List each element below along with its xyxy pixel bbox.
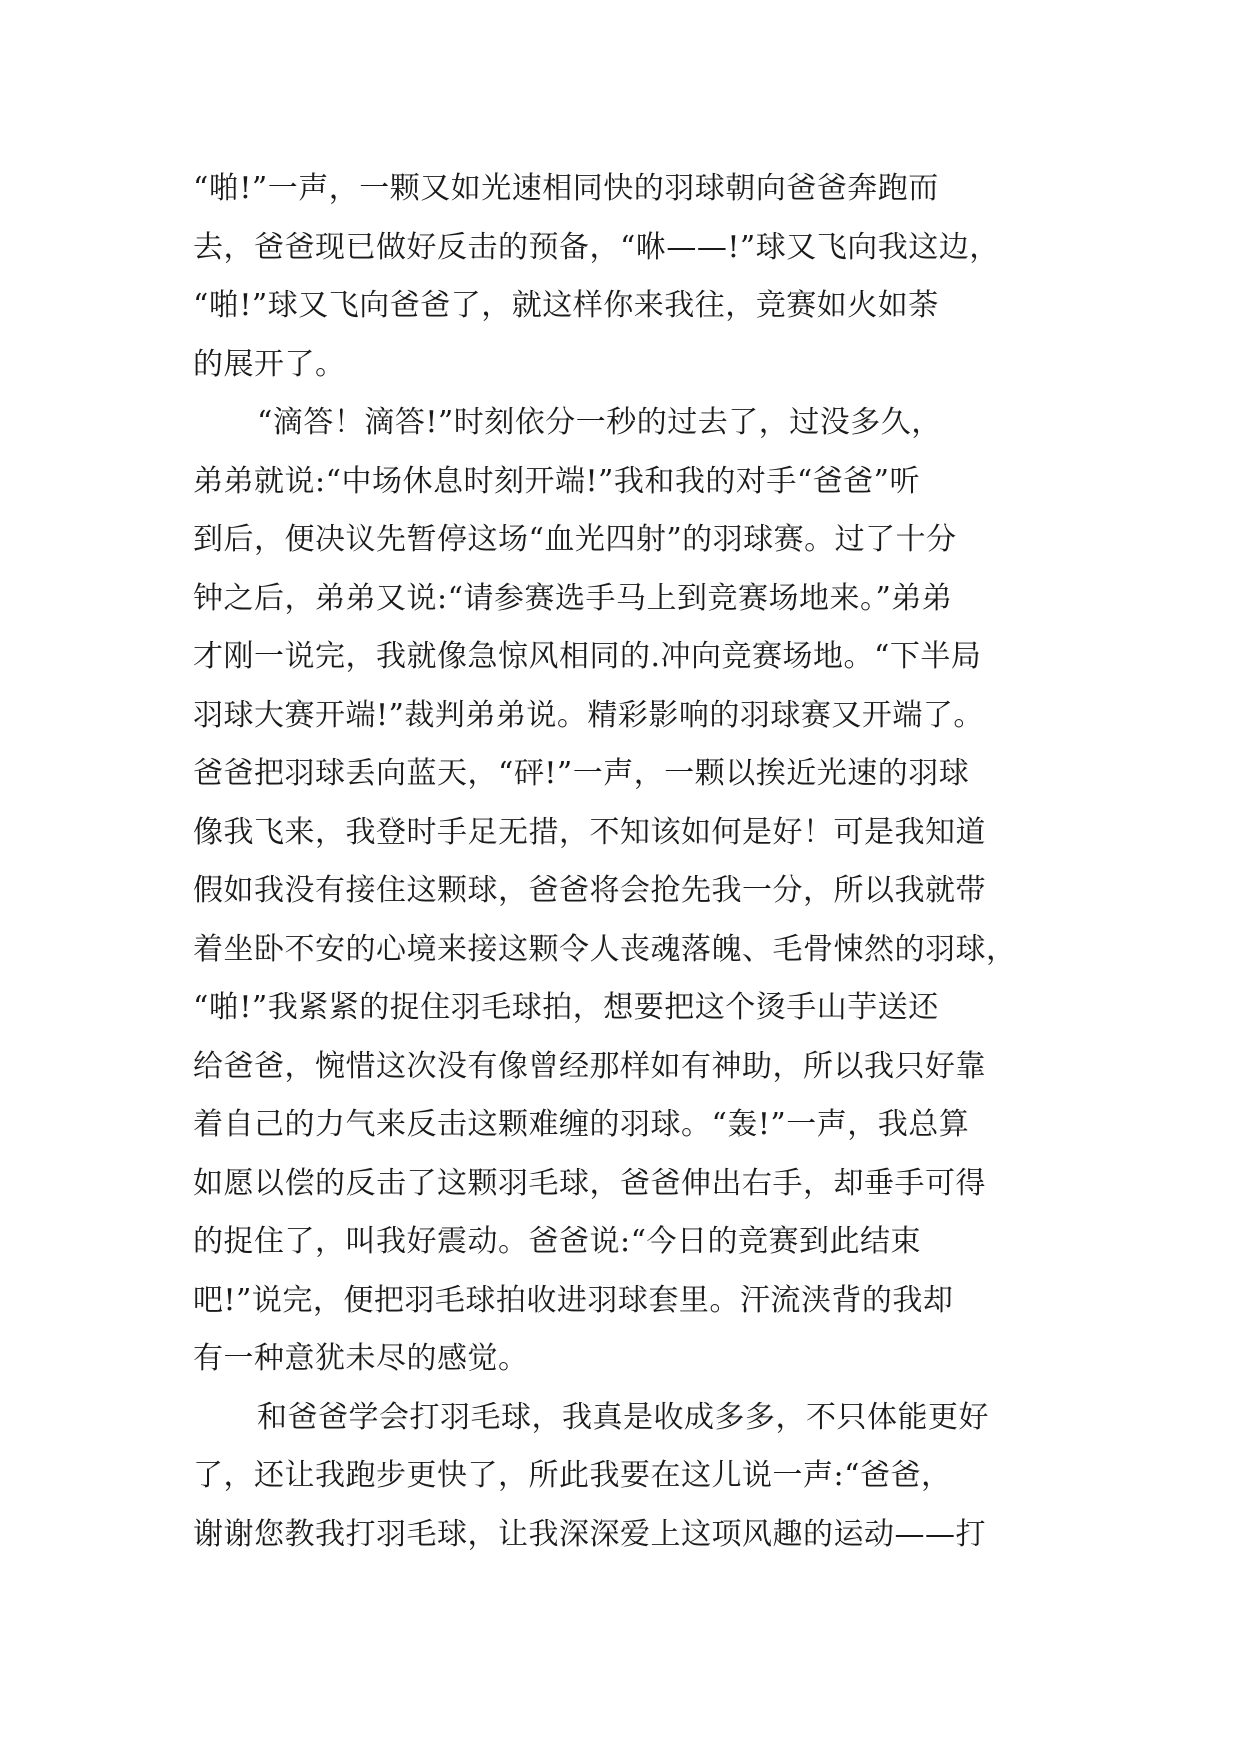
text-line: 才刚一说完，我就像急惊风相同的.冲向竞赛场地。“下半局 [193,639,982,674]
text-line: 谢谢您教我打羽毛球，让我深深爱上这项风趣的运动——打 [193,1516,986,1552]
text-line: 给爸爸，惋惜这次没有像曾经那样如有神助，所以我只好靠 [193,1048,986,1084]
paragraph-3 [193,1389,1073,1565]
text-line: 钟之后，弟弟又说:“请参赛选手马上到竞赛场地来。”弟弟 [193,580,953,616]
text-line: 假如我没有接住这颗球，爸爸将会抢先我一分，所以我就带 [193,873,986,908]
text-line: 像我飞来，我登时手足无措，不知该如何是好！可是我知道 [193,814,986,850]
text-line: 了，还让我跑步更快了，所此我要在这儿说一声:“爸爸， [193,1458,952,1493]
text-line: 如愿以偿的反击了这颗羽毛球，爸爸伸出右手，却垂手可得 [193,1165,986,1201]
text-line: 吧!”说完，便把羽毛球拍收进羽球套里。汗流浃背的我却 [193,1282,954,1318]
text-line: 和爸爸学会打羽毛球，我真是收成多多，不只体能更好 [257,1399,989,1435]
text-line: 爸爸把羽球丢向蓝天，“砰!”一声，一颗以挨近光速的羽球 [193,756,970,791]
text-line: 到后，便决议先暂停这场“血光四射”的羽球赛。过了十分 [193,522,957,557]
text-line: “滴答！滴答!”时刻依分一秒的过去了，过没多久， [257,405,942,440]
paragraph-2 [193,394,1073,1389]
text-line: 有一种意犹未尽的感觉。 [193,1341,529,1376]
document-body [193,160,1073,1564]
text-line: “啪!”一声，一颗又如光速相同快的羽球朝向爸爸奔跑而 [193,171,939,206]
text-line: 羽球大赛开端!”裁判弟弟说。精彩影响的羽球赛又开端了。 [193,697,984,733]
text-line: “啪!”球又飞向爸爸了，就这样你来我往，竞赛如火如荼 [193,288,939,323]
text-line: 弟弟就说:“中场休息时刻开端!”我和我的对手“爸爸”听 [193,463,921,499]
text-line: “啪!”我紧紧的捉住羽毛球拍，想要把这个烫手山芋送还 [193,990,939,1025]
text-line: 的展开了。 [193,346,346,382]
paragraph-1 [193,160,1073,394]
text-line: 去，爸爸现已做好反击的预备，“咻——!”球又飞向我这边， [193,229,1000,265]
text-line: 着坐卧不安的心境来接这颗令人丧魂落魄、毛骨悚然的羽球， [193,931,1017,967]
text-line: 的捉住了，叫我好震动。爸爸说:“今日的竞赛到此结束 [193,1224,921,1259]
text-line: 着自己的力气来反击这颗难缠的羽球。“轰!”一声，我总算 [193,1107,970,1142]
